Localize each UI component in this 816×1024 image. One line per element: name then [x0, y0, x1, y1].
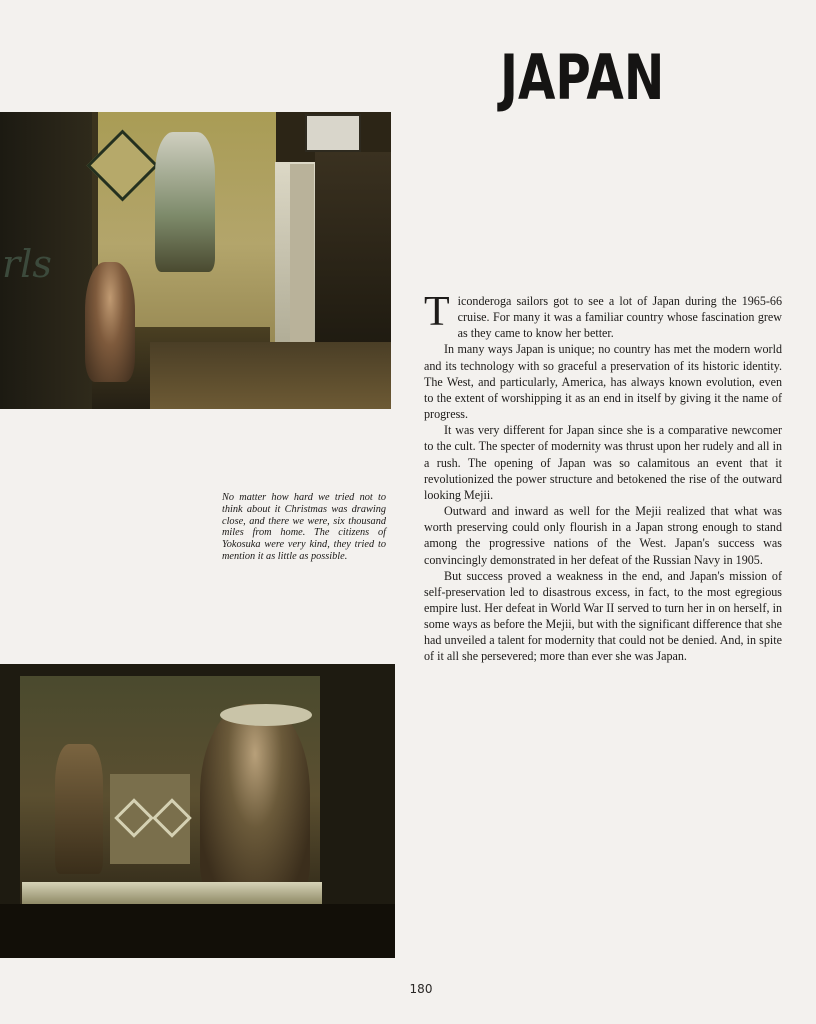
paragraph-5: But success proved a weakness in the end, and Japan's mission of self-preservation led to disastrous excess, in fact, to the most egregious empire lust. Her defeat in World War II served to turn her in on herself, in some ways as before the Mejii, but with the significant difference that she had unveiled a talent for modernity that could not be denied. And, in spite of it all she persevered; more than ever she was Japan. [424, 568, 782, 664]
page-title: JAPAN [500, 41, 665, 114]
photo-shop-window-street: rls [0, 112, 391, 409]
photo-doll-display [0, 664, 395, 958]
drop-cap: T [424, 289, 450, 335]
photo-caption: No matter how hard we tried not to think about it Christmas was drawing close, and there we were, six thousand miles from home. The citizens of Yokosuka were very kind, they tried to mention it as little as possible. [222, 492, 386, 562]
page-number: 180 [409, 982, 433, 996]
article-body [424, 289, 782, 665]
paragraph-4: Outward and inward as well for the Mejii realized that what was worth preserving could only flourish in a Japan strong enough to stand among the progressive nations of the West. Japan's success was convincingly demonstrated in her defeat of the Russian Navy in 1905. [424, 504, 782, 567]
paragraph-1: Ticonderoga sailors got to see a lot of Japan during the 1965-66 cruise. For many it was a familiar country whose fascination grew as they came to know her better. [424, 289, 782, 341]
paragraph-3: It was very different for Japan since she is a comparative newcomer to the cult. The specter of modernity was thrust upon her rudely and all in a rush. The opening of Japan was so calamitous an event that it revolutionized the power structure and betokened the rise of the outward looking Mejii. [424, 423, 782, 502]
paragraph-2: In many ways Japan is unique; no country has met the modern world and its technology with so graceful a preservation of its historic identity. The West, and particularly, America, has always known evolution, even to the extent of worshipping it as an end in itself by giving it the name of progress. [424, 342, 782, 422]
